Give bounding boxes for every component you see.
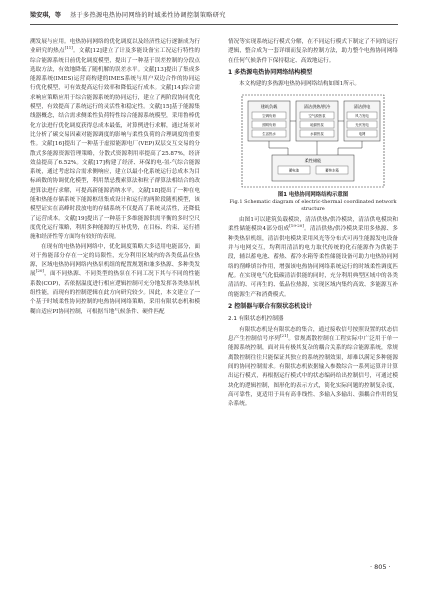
body-paragraph: 有限状态机是有限状态的集合，通过接收信号按照设置的状态信息产生控制信号序列[21]。常规离散控制在工程实际中广泛用于单一能源系统控制，面对具有极其复杂的耦合关系的综合能源系统，常规离散控制往往只能保证其独立的系统控制效果，却难以满足多种能源间的协同控制需求。有限状态机依据输入参数综合一系列运算并计算出运行模式，再根据运行模式中的状态编码给出控制信号，可通过模块化的逻辑控制，图形化的表示方式，简化实际问题的控制复杂度，高可靠性，更适用于具有高非线性、多输入多输出、强耦合作用的复杂系统。 <box>228 326 398 408</box>
citation: [11] <box>64 45 73 51</box>
header-rule <box>30 24 398 25</box>
body-paragraph: 由图1可以建筑负载模块，清洁供热/供冷模块，清洁供电模块和柔性储能模块4部分组成[19-20]。清洁供热/供冷模块采用多热源、多种类热泵机组，清洁供电模块采用风光等分布式可再生能源发电设备并与电网交互，均利用清洁的电力取代传统的化石能源作为供能手段，辅以蓄电池、蓄热、蓄冷水箱等柔性储能设备可助力电热协同网络的削峰填谷作用，增强该电热协同网络系统运行的时域柔性调度匹配。在实现电气化低碳清洁供能的同时，充分利用典型区域中的各类清洁的、可再生的、低品位热源，实现区域内集约高效、多能源互补的能源生产和消费模式。 <box>228 217 398 298</box>
structure-diagram <box>228 93 398 189</box>
section-heading: 1 多热源电热协同网络结构模型 <box>228 68 313 76</box>
body-paragraph: 在现有的电热协同网络中，优化调度策略大多适用电能部分，面对于热能部分存在一定的局限性，充分利用区域内的各类低品位热源，区域电热协同网络内热泵机组的配置规划和兼多热源、多种类发展[20]，面不同热源、不同类型的热泵在不同工况下其与不同的性能系数(COP)，若依据温度进行相应逻辑控制可充分地发挥各类热泵机组性能，而现有的控制逻辑在此方向研究较少。因此，本文建立了一个基于时域柔性协同控制的电热协同网络策略，采用有限状态机和模糊自适应PI协同控制，可根据当地气候条件、硬件匹配 <box>30 243 200 315</box>
running-header <box>0 0 427 30</box>
section-heading: 2 控制器与联合有限状态机设计 <box>228 302 313 310</box>
header-journal-title: 基于多热源电热协同网络的时域柔性协调控制策略研究 <box>70 12 226 19</box>
subsection-heading: 2.1 有限状态机控制器 <box>228 315 284 322</box>
power-item: 风力发电 <box>355 114 369 119</box>
load-item: 空调负荷 <box>262 114 276 119</box>
storage-item: 蓄电池 <box>288 168 300 173</box>
heat-item: 水源热泵 <box>310 132 324 137</box>
left-column <box>30 38 200 317</box>
storage-block-label: 柔性储能 <box>304 158 322 164</box>
load-block-label: 建筑负载 <box>260 104 278 110</box>
body-paragraph: 情况等实现系统运行模式分解，在不同运行模式下制定了不同的运行逻辑，整合成为一套详细而复杂的控制方法，助力整个电热协同网络在任何气候条件下保持稳定、高效地运行。 <box>228 39 398 64</box>
right-column <box>228 38 398 410</box>
citation: [21] <box>280 333 289 339</box>
power-item: 光伏发电 <box>355 123 369 128</box>
heat-item: 空气源热泵 <box>308 114 326 119</box>
citation: [19-20] <box>289 223 304 229</box>
citation: [20] <box>35 268 44 274</box>
power-block-label: 清洁供电 <box>353 104 371 110</box>
heat-item: 地源热泵 <box>310 123 324 128</box>
figure-caption-en: Fig.1 Schematic diagram of electric-thermal coordinated network structure <box>229 199 397 213</box>
body-paragraph: 本文构建的多热源电热协同网络结构如图1所示。 <box>239 80 361 87</box>
figure-1 <box>228 93 398 189</box>
page-number: · 805 · <box>370 563 391 571</box>
power-item: 电网 <box>358 132 366 137</box>
heat-block-label: 清洁供热/供冷 <box>303 104 331 110</box>
load-item: 照明负荷 <box>262 123 276 128</box>
body-paragraph: 溯发展与应用。电热协同网络的优化调度以及经济性运行逐渐成为行业研究的热点[11]。文献[12]建立了计及多能设备宝工况运行特性的综合能源系统日前优化调度模型，提出了一种基于误差控制的分段点选取方法，有效地降低了随机解的误差水平。文献[13]提出了集成多能源系统(IMES)运营商构建的IMES系统与用户双边合作的协同运行优化模型，可有效提高运行效率和降低运行成本。文献[14]综合需求响应策略应用于综合能源系统的协同运行，建立了两阶段协同优化模型，有效提高了系统运行的灵活性和稳定性。文献[15]基于能源集线器概念，结合需求侧柔性负荷特性综合能源系统模型，采用鲁棒优化方法进行优化调度获得总成本最低，对算例进行求解，通过场景对比分析了碳交易因素对能源调度的影响与柔性负荷的合理调度的重要性。文献[16]提出了一种基于虚拟能源电厂(VEP)双层交互交易的分散式多能源资源管理策略，分散式资源利用率提高了25.87%，经济效益提高了6.52%。文献[17]构建了经济、环保的电-氢-气综合能源系统，通过考虑综合需求侧响应，建立以最小化系统运行总成本为目标函数的协调优化模型，利用禁忌搜索算法和粒子群算法相结合的改进算法进行求解，可提高新能源消纳水平。文献[18]提出了一种在电能和热能存储系统下能源枢纽集成设计和运行的两阶段随机模型，该模型证实在高峰时段放电的存储系统不仅提高了系统灵活性，还降低了运营成本。文献[19]提出了一种基于多维能源供需平衡的多时空尺度优化运行策略，利用多种能源的互补优势，在目标、约束、运行措施和经济性等方面均有较好的表现。 <box>30 39 200 241</box>
header-authors: 梁安琪，等 <box>30 12 61 19</box>
load-item: 生活热水 <box>262 132 276 137</box>
storage-item: 蓄热水箱 <box>325 168 339 173</box>
figure-caption-cn: 图1 电热协同网络结构示意图 <box>277 192 349 199</box>
